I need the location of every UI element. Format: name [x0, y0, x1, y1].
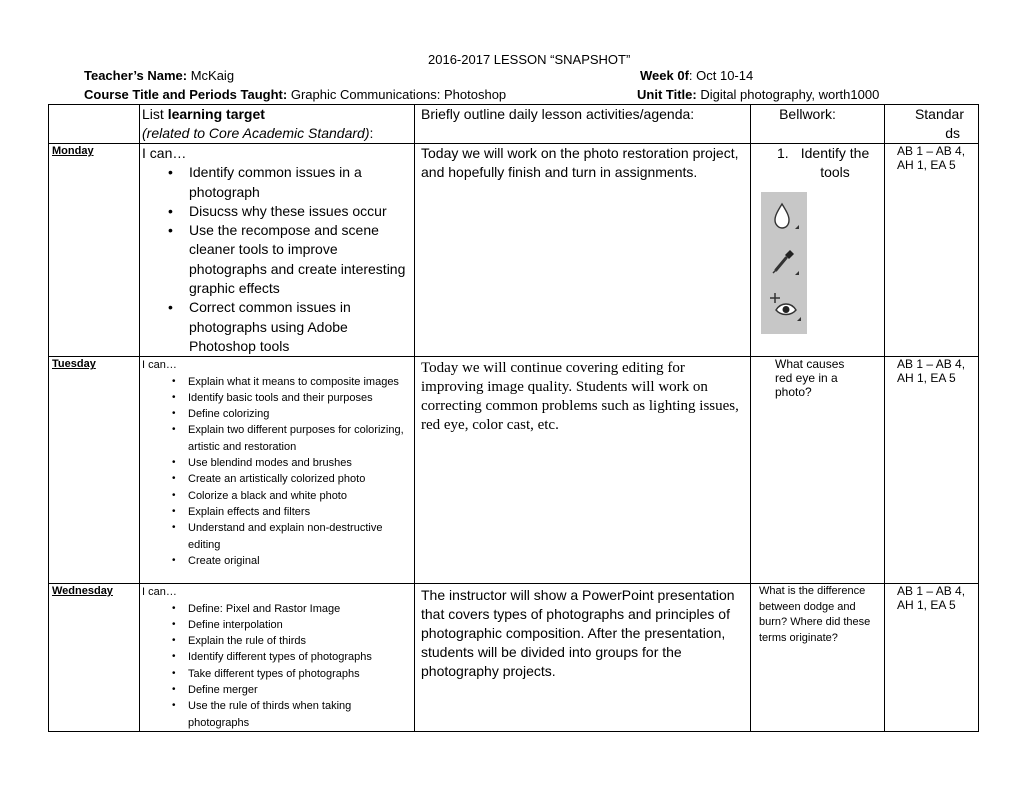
targets-header-bold: learning target	[167, 106, 265, 122]
standards-header-line2: ds	[945, 125, 960, 141]
course-label: Course Title and Periods Taught:	[84, 87, 288, 102]
targets-header	[140, 105, 415, 144]
tuesday-bellwork	[751, 357, 885, 584]
course-value: Graphic Communications: Photoshop	[287, 87, 507, 102]
agenda-header	[415, 105, 751, 144]
monday-bellwork	[751, 144, 885, 357]
week-label: Week 0f	[640, 68, 689, 83]
monday-bellwork-num: 1.	[777, 145, 789, 161]
photoshop-tools-panel	[761, 192, 807, 334]
tuesday-standards	[885, 357, 979, 584]
list-item: • Explain effects and filters	[142, 504, 412, 520]
wednesday-day: Wednesday	[49, 584, 140, 732]
monday-bellwork-item	[751, 144, 884, 182]
list-item: • Use the recompose and scene cleaner tools to improve photographs and create interesting graphic effects	[142, 221, 412, 298]
monday-agenda-text: Today we will work on the photo restoration project, and hopefully finish and turn in assignments.	[421, 145, 739, 180]
monday-agenda	[415, 144, 751, 357]
day-header-cell	[49, 105, 140, 144]
bellwork-header-text: Bellwork:	[779, 106, 836, 122]
wednesday-agenda	[415, 584, 751, 732]
standards-header-line1: Standar	[914, 106, 964, 122]
list-item: • Use the rule of thirds when taking photographs	[142, 698, 412, 731]
blur-drop-icon	[761, 198, 807, 232]
list-item: • Define colorizing	[142, 406, 412, 422]
tuesday-targets	[140, 357, 415, 584]
wednesday-standards-text: AB 1 – AB 4, AH 1, EA 5	[897, 584, 966, 613]
bellwork-header	[751, 105, 885, 144]
tuesday-day: Tuesday	[49, 357, 140, 584]
week-value: : Oct 10-14	[688, 68, 754, 83]
page-title: 2016-2017 LESSON “SNAPSHOT”	[428, 52, 631, 67]
tuesday-bellwork-text: What causes red eye in a photo?	[775, 357, 845, 400]
wednesday-row	[49, 584, 979, 732]
monday-standards-text: AB 1 – AB 4, AH 1, EA 5	[897, 144, 966, 172]
red-eye-tool-icon	[761, 288, 807, 324]
tuesday-target-list	[142, 374, 412, 570]
tuesday-agenda-text: Today we will continue covering editing for improving image quality. Students will work on correcting common problems such as lighting issues, red eye, color cast, etc.	[421, 360, 739, 434]
week-line	[640, 68, 753, 83]
agenda-header-text: Briefly outline daily lesson activities/agenda:	[421, 106, 695, 122]
monday-targets	[140, 144, 415, 357]
unit-value: Digital photography, worth1000	[696, 87, 880, 102]
course-line	[84, 87, 506, 102]
list-item: • Define merger	[142, 682, 412, 698]
targets-header-colon: :	[369, 125, 374, 141]
wednesday-intro: I can…	[142, 586, 177, 599]
monday-day: Monday	[49, 144, 140, 357]
unit-label: Unit Title:	[637, 87, 697, 102]
targets-header-italic: (related to Core Academic Standard)	[142, 125, 370, 141]
list-item: • Understand and explain non-destructive editing	[142, 520, 412, 553]
unit-line	[637, 87, 879, 102]
list-item: • Disucss why these issues occur	[142, 202, 412, 221]
list-item: • Take different types of photographs	[142, 666, 412, 682]
list-item: • Use blendind modes and brushes	[142, 455, 412, 471]
wednesday-bellwork	[751, 584, 885, 732]
list-item: • Create an artistically colorized photo	[142, 471, 412, 487]
monday-standards	[885, 144, 979, 357]
eyedropper-icon	[761, 242, 807, 278]
column-header-row	[49, 105, 979, 144]
list-item: • Correct common issues in photographs using Adobe Photoshop tools	[142, 298, 412, 356]
list-item: • Create original	[142, 553, 412, 569]
monday-target-list	[142, 163, 412, 356]
wednesday-standards	[885, 584, 979, 732]
list-item: • Colorize a black and white photo	[142, 488, 412, 504]
tuesday-row	[49, 357, 979, 584]
targets-header-prefix: List	[142, 106, 168, 122]
monday-bellwork-text: Identify the tools	[800, 145, 870, 180]
list-item: • Identify different types of photographs	[142, 649, 412, 665]
list-item: • Explain two different purposes for colorizing, artistic and restoration	[142, 422, 412, 455]
list-item: • Identify basic tools and their purposes	[142, 390, 412, 406]
teacher-name-line	[84, 68, 234, 83]
standards-header	[885, 105, 979, 144]
teacher-label: Teacher’s Name:	[84, 68, 188, 83]
lesson-plan-table	[48, 104, 979, 732]
monday-row	[49, 144, 979, 357]
list-item: • Define: Pixel and Rastor Image	[142, 601, 412, 617]
tuesday-standards-text: AB 1 – AB 4, AH 1, EA 5	[897, 357, 966, 386]
tuesday-agenda	[415, 357, 751, 584]
monday-intro: I can…	[142, 145, 187, 161]
teacher-value: McKaig	[187, 68, 235, 83]
wednesday-targets	[140, 584, 415, 732]
wednesday-bellwork-text: What is the difference between dodge and burn? Where did these terms originate?	[759, 585, 871, 645]
list-item: • Define interpolation	[142, 617, 412, 633]
wednesday-agenda-text: The instructor will show a PowerPoint presentation that covers types of photographs and principles of photographic composition. After the presentation, students will be divided into groups for the photography projects.	[421, 587, 735, 680]
list-item: • Explain what it means to composite images	[142, 374, 412, 390]
tuesday-intro: I can…	[142, 359, 177, 372]
wednesday-target-list	[142, 601, 412, 731]
list-item: • Identify common issues in a photograph	[142, 163, 412, 202]
list-item: • Explain the rule of thirds	[142, 633, 412, 649]
